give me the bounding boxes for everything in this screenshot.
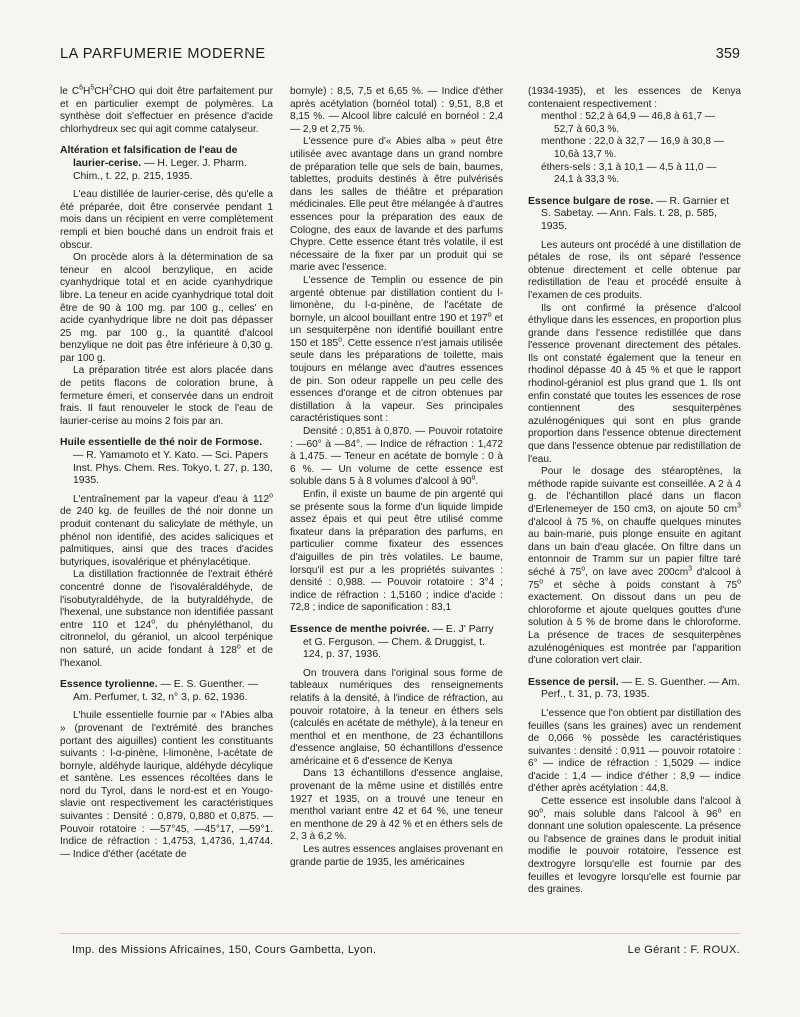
- column-middle: [290, 86, 503, 869]
- paragraph: L'entraînement par la vapeur d'eau à 112$^o$ de 240 kg. de feuilles de thé noir donne un produit contenant du salicylate de méthyle, un phénol non identifié, des acides saliciques et palmitiques, ainsi que des traces d'acides butyriques, isovalérique et phénylacétique.: [60, 492, 273, 568]
- journal-title: LA PARFUMERIE MODERNE: [60, 46, 266, 62]
- article-heading-rose-bulgare: Essence bulgare de rose. — R. Garnier et S. Sabetay. — Ann. Fals. t. 28, p. 585, 1935.: [528, 195, 729, 232]
- data-line: menthol : 52,2 à 64,9 — 46,8 à 61,7 —: [541, 111, 715, 123]
- article-reference: — H. Leger. J. Pharm. Chim., t. 22, p. 215, 1935.: [73, 157, 247, 182]
- article-reference: — E. S. Guenther. — Am. Perfumer, t. 32, n° 3, p. 62, 1936.: [73, 679, 259, 703]
- page-number: 359: [715, 46, 740, 62]
- paragraph: Pour le dosage des stéaroptènes, la méthode rapide suivante est conseillée. A 2 à 4 g. de l'échantillon placé dans un flacon d'Erlenemeyer de 150 cm3, on ajoute 50 $cm^3$ d'alcool à 75 %, on chauffe quelques minutes au bain-marie, puis plonge ensuite en agitant dans un bain d'eau glacée. On filtre dans un entonnoir de Tramm sur un papier filtre taré séché à 75$^o$, on lave avec $200cm^3$ d'alcool à 75$^o$ et sèche à poids constant à 75$^o$ exactement. On dissout dans un peu de chloroforme et ajoute quelques gouttes d'une solution à 5 % de brome dans le chloroforme. La présence de traces de sesquiterpènes azulénogéniques est montrée par l'apparition d'une coloration vert clair.: [528, 466, 741, 667]
- paragraph: Dans 13 échantillons d'essence anglaise, provenant de la même usine et distillés entre 1927 et 1935, on a trouvé une teneur en menthol variant entre 42 et 64 %, une teneur en menthone de 29 à 42 % et en éthers sels de 2, 3 à 6,2 %.: [290, 768, 503, 843]
- article-reference: — R. Garnier et S. Sabetay. — Ann. Fals. t. 28, p. 585, 1935.: [541, 195, 729, 232]
- paragraph: Cette essence est insoluble dans l'alcool à 90$^o$, mais soluble dans l'alcool à 96$^o$ en donnant une solution opalescente. La présence ou l'absence de graines dans le produit initial modifie le pouvoir rotatoire, l'essence est dextrogyre lorsqu'elle est fournie par des feuilles et levogyre lorsqu'elle est fournie par des graines.: [528, 796, 741, 896]
- article-heading-persil: Essence de persil. — E. S. Guenther. — Am. Perf., t. 31, p. 73, 1935.: [528, 676, 740, 701]
- printer-imprint: Imp. des Missions Africaines, 150, Cours Gambetta, Lyon.: [72, 944, 377, 956]
- page-header: [60, 46, 740, 66]
- article-reference: — R. Yamamoto et Y. Kato. — Sci. Papers Inst. Phys. Chem. Res. Tokyo, t. 27, p. 130, 1935.: [73, 450, 273, 487]
- article-heading-laurier-cerise: Altération et falsification de l'eau de laurier-cerise. — H. Leger. J. Pharm. Chim., t. 22, p. 215, 1935.: [60, 145, 247, 182]
- article-heading-menthe-poivree: Essence de menthe poivrée. — E. J' Parry et G. Ferguson. — Chem. & Druggist, t. 124, p. 37, 1936.: [290, 623, 494, 661]
- paragraph: On procède alors à la détermination de sa teneur en alcool benzylique, en acide cyanhydrique total et en acide cyanhydrique libre. La teneur en acide cyanhydrique total doit être de 90 à 100 mg. par 100 g., celles' en acide cyanhydrique libre ne doit pas dépasser 25 mg. par 100 g., la quantité d'alcool benzylique ne doit pas être inférieure à 0,30 g. par 100 g.: [60, 252, 273, 364]
- paragraph: Enfin, il existe un baume de pin argenté qui se présente sous la forme d'un liquide limpide assez épais et qui peut être utilisé comme fixateur dans la préparation des parfums, en particulier comme fixateur des essences d'aiguilles de pin très volatiles. Le baume, lorsqu'il est pur a les propriétés suivantes : densité : 0,988. — Pouvoir rotatoire : 3°4 ; indice de réfraction : 1,5160 ; indice d'acide : 72,8 ; indice de saponification : 83,1: [290, 489, 503, 614]
- paragraph: bornyle) : 8,5, 7,5 et 6,65 %. — Indice d'éther après acétylation (bornéol total) : 9,51, 8,8 et 8,15 %. — Alcool libre calculé en bornéol : 2,4 — 2,9 et 2,75 %.: [290, 86, 503, 135]
- paragraph: L'eau distillée de laurier-cerise, dès qu'elle a été préparée, doit être conservée pendant 1 mois dans un récipient en verre complètement rempli et bien bouché dans un endroit frais et obscur.: [60, 189, 273, 251]
- paragraph: (1934-1935), et les essences de Kenya contenaient respectivement :: [528, 86, 741, 110]
- article-reference: — E. S. Guenther. — Am. Perf., t. 31, p. 73, 1935.: [541, 676, 740, 701]
- paragraph: Densité : 0,851 à 0,870. — Pouvoir rotatoire : —60° à —84°. — Indice de réfraction : 1,472 à 1,475. — Teneur en acétate de bornyle : 0 à 6 %. — Un volume de cette essence est soluble dans 5 à 8 volumes d'alcool à 90$^o$.: [290, 426, 503, 488]
- article-heading-tyrolienne: Essence tyrolienne. — E. S. Guenther. — Am. Perfumer, t. 32, n° 3, p. 62, 1936.: [60, 679, 259, 703]
- publisher-manager: Le Gérant : F. ROUX.: [627, 944, 740, 956]
- paragraph: La distillation fractionnée de l'extrait éthéré concentré donne de l'isovaléraldéhyde, de l'isobutyraldéhyde, de la butyraldéhyde, de l'hexenal, une substance non identifiée passant entre 110 et 124$^o$, du phényléthanol, du citronnelol, du géraniol, un alcool terpénique non saturé, un acide fondant à 128$^o$ et de l'hexanol.: [60, 569, 273, 669]
- paragraph: L'essence pure d'« Abies alba » peut être utilisée avec avantage dans un grand nombre de préparation telle que sels de bain, baumes, tablettes, produits destinés à être pulvérisés dans les salles de théâtre et préparation médicinales. Elle peut être mélangée à d'autres essences pour la préparation des eaux de Cologne, des eaux de lavande et des parfums Chypre. Cette essence étant très volatile, il est nécessaire de la fixer par un produit qui se marie avec l'essence.: [290, 136, 503, 274]
- paragraph: Les autres essences anglaises provenant en grande partie de 1935, les américaines: [290, 844, 503, 868]
- paragraph: Les auteurs ont procédé à une distillation de pétales de rose, ils ont séparé l'essence obtenue directement et celle obtenue par redistillation de l'eau et procédé ensuite à l'examen de ces produits.: [528, 239, 741, 301]
- data-line: menthone : 22,0 à 32,7 — 16,9 à 30,8 —: [541, 136, 724, 148]
- intro-paragraph: le $C^6H^5CH^2CHO$ qui doit être parfaitement pur et en particulier exempt de polymères. La synthèse doit s'effectuer en présence d'acide chlorhydreux sec qui agit comme catalyseur.: [60, 84, 273, 135]
- paragraph: L'essence que l'on obtient par distillation des feuilles (sans les graines) avec un rendement de 0,066 % possède les caractéristiques suivantes : densité : 0,911 — pouvoir rotatoire : 6° — indice de réfraction : 1,5029 — indice d'acide : 1,4 — indice d'éther : 8,9 — indice d'éther après acétylation : 44,8.: [528, 707, 741, 795]
- paragraph: La préparation titrée est alors placée dans de petits flacons de coloration brune, à fermeture émeri, et conservée dans un endroit frais. Il faut renouveler le stock de l'eau de laurier-cerise au moins 2 fois par an.: [60, 365, 273, 427]
- paragraph: Ils ont confirmé la présence d'alcool éthylique dans les essences, en proportion plus grande dans l'essence redistillée que dans l'essence provenant directement des pétales. Ils ont constaté également que la teneur en rhodinol dépasse 40 à 45 % et que le rapport rhodinol-géraniol est plus grand que 1. Ils ont enfin constaté que toutes les essences de rose contiennent des sesquiterpènes azulénogéniques qui sont en plus grande proportion dans l'essence obtenue directement que dans l'essence obtenue par redistillation de l'eau.: [528, 302, 741, 465]
- column-right: [528, 86, 741, 897]
- data-line: éthers-sels : 3,1 à 10,1 — 4,5 à 11,0 —: [541, 161, 717, 173]
- data-line: 10,6à 13,7 %.: [554, 148, 617, 160]
- data-line: 52,7 à 60,3 %.: [554, 123, 620, 135]
- data-line: 24,1 à 33,3 %.: [554, 174, 620, 186]
- page-footer: [72, 944, 740, 960]
- footer-rule: [60, 933, 740, 934]
- paragraph: On trouvera dans l'original sous forme de tableaux numériques des renseignements relatifs à la densité, à l'indice de réfraction, au pouvoir rotatoire, à la teneur en éthers sels (calculés en acétate de méthyle), à la teneur en menthol et en menthone, de 23 échantillons d'essence anglaise, 50 échantillons d'essence américaine et 6 d'essence de Kenya: [290, 667, 503, 767]
- paragraph: L'huile essentielle fournie par « l'Abies alba » (provenant de l'extrémité des branches portant des aiguilles) contient les constituants suivants : l-α-pinène, l-limonène, l-acétate de bornyle, aldéhyde laurique, aldéhyde décylique et santène. Les essences récoltées dans le nord du Tyrol, dans le nord-est et en Yougo-slavie ont respectivement les caractéristiques suivantes : Densité : 0,879, 0,880 et 0,875. — Pouvoir rotatoire : —57°45, —45°17, —59°1. Indice de réfraction : 1,4753, 1,4736, 1,4744. — Indice d'éther (acétate de: [60, 710, 273, 860]
- column-left: [60, 86, 273, 861]
- paragraph: L'essence de Templin ou essence de pin argenté obtenue par distillation contient du l-limonène, du l-α-pinène, de l'acétate de bornyle, un alcool bouillant entre 190 et 197$^o$ et un sesquiterpène non identifié bouillant entre 150 et 185$^o$. Cette essence n'est jamais utilisée seule dans les préparations de toilette, mais toujours en mélange avec d'autres essences de pin. Son odeur rappelle un peu celle des essences d'orange et de citron obtenues par distillation à la vapeur. Ses principales caractéristiques sont :: [290, 274, 503, 425]
- article-reference: — E. J' Parry et G. Ferguson. — Chem. & Druggist, t. 124, p. 37, 1936.: [303, 623, 494, 661]
- article-heading-the-noir: Huile essentielle de thé noir de Formose. — R. Yamamoto et Y. Kato. — Sci. Papers Inst. Phys. Chem. Res. Tokyo, t. 27, p. 130, 1935.: [60, 437, 273, 487]
